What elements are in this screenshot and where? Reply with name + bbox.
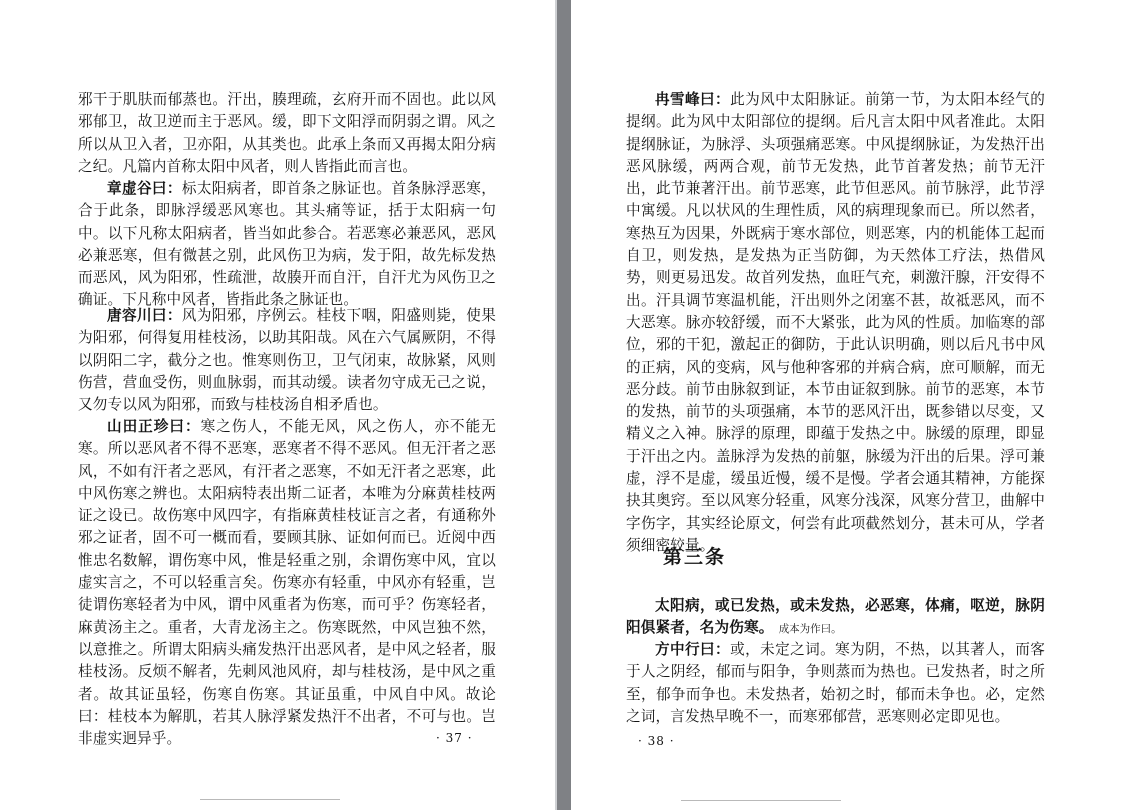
left-paragraph-4: 山田正珍曰：寒之伤人，不能无风，风之伤人，亦不能无寒。所以恶风者不得不恶寒，恶寒者不得不恶风。但无汗者之恶风，不如有汗者之恶风，有汗者之恶寒，不如无汗者之恶寒，此中风伤寒之辨也。太阳病特表出斯二证者，本唯为分麻黄桂枝两证之设已。故伤寒中风四字，有指麻黄桂枝证言之者，有通称外邪之证者，固不可一概而看，要顾其脉、证如何而已。近阅中西惟忠名数解，谓伤寒中风，惟是轻重之别，余谓伤寒中风，宜以虚实言之，不可以轻重言矣。伤寒亦有轻重，中风亦有轻重，岂徒谓伤寒轻者为中风，谓中风重者为伤寒，而可乎？伤寒轻者，麻黄汤主之。重者，大青龙汤主之。伤寒既然，中风岂独不然，以意推之。所谓太阳病头痛发热汗出恶风者，是中风之轻者，服桂枝汤。反烦不解者，先刺风池风府，却与桂枝汤，是中风之重者。故其证虽轻，伤寒自伤寒。其证虽重，中风自中风。故论曰：桂枝本为解肌，若其人脉浮紧发热汗不出者，不可与也。岂非虚实迥异乎。 <box>78 418 496 748</box>
page-number: · 37 · <box>436 731 473 745</box>
clause-text: 太阳病，或已发热，或未发热，必恶寒，体痛，呕逆，脉阴阳俱紧者，名为伤寒。 成本为作曰。 <box>626 597 1045 637</box>
right-paragraph-1: 冉雪峰曰：此为风中太阳脉证。前第一节，为太阳本经气的提纲。此为风中太阳部位的提纲。后凡言太阳中风者准此。太阳提纲脉证，为脉浮、头项强痛恶寒。中风提纲脉证，为发热汗出恶风脉缓，两两合观，前节无发热，此节首著发热；前节无汗出，此节兼著汗出。前节恶寒，此节但恶风。前节脉浮，此节浮中寓缓。凡以状风的生理性质，风的病理现象而已。所以然者，寒热互为因果，外既病于寒水部位，则恶寒，内的机能体工起而自卫，则发热，是发热为正当防御，为天然体工疗法，热借风势，则更易迅发。故首列发热，血旺气充，刺激汗腺，汗安得不出。汗具调节寒温机能，汗出则外之闭塞不甚，故祗恶风，而不大恶寒。脉亦较舒缓，而不大紧张，此为风的性质。加临寒的部位，邪的干犯，激起正的御防，于此认识明确，则以后凡书中风的正病，风的变病，风与他种客邪的并病合病，庶可顺解，而无恶分歧。前节由脉叙到证，本节由证叙到脉。前节的恶寒，本节的发热，前节的头项强痛，本节的恶风汗出，既参错以尽变，又精义之入神。脉浮的原理，即蕴于发热之中。脉缓的原理，即显于汗出之内。盖脉浮为发热的前躯，脉缓为汗出的后果。浮可兼虚，浮不是虚，缓虽近慢，缓不是慢。学者会通其精神，方能探抉其奥窍。至以风寒分轻重，风寒分浅深，风寒分营卫，曲解中字伤字，其实经论原文，何尝有此项截然划分，甚未可从，学者须细密较量。 <box>626 91 1045 554</box>
scan-artifact <box>681 800 841 801</box>
scan-artifact <box>200 799 340 800</box>
clause-note: 成本为作曰。 <box>778 623 842 636</box>
speaker-name: 方中行曰： <box>655 641 731 658</box>
page-number: · 38 · <box>638 734 675 748</box>
speaker-name: 冉雪峰曰： <box>655 91 731 108</box>
left-page <box>0 0 555 810</box>
speaker-name: 唐容川曰： <box>107 307 182 324</box>
left-paragraph-3: 唐容川曰：风为阳邪，序例云。桂枝下咽，阳盛则毙，使果为阳邪，何得复用桂枝汤，以助其阳哉。风在六气属厥阴，不得以阴阳二字，截分之也。惟寒则伤卫，卫气闭束，故脉紧，风则伤营，营血受伤，则血脉弱，而其动缓。读者勿守成无己之说，又勿专以风为阳邪，而致与桂枝汤自相矛盾也。 <box>78 307 496 414</box>
speaker-name: 章虚谷曰： <box>107 180 182 197</box>
page-gutter <box>555 0 557 810</box>
right-commentary: 方中行曰：或，未定之词。寒为阴，不热，以其著人，而客于人之阴经，郁而与阳争，争则蒸而为热也。已发热者，时之所至，郁争而争也。未发热者，始初之时，郁而未争也。必，定然之词，言发热早晚不一，而寒邪郁营，恶寒则必定即见也。 <box>626 641 1045 725</box>
left-paragraph-2: 章虚谷曰：标太阳病者，即首条之脉证也。首条脉浮恶寒，合于此条，即脉浮缓恶风寒也。其头痛等证，括于太阳病一句中。以下凡称太阳病者，皆当如此参合。若恶寒必兼恶风，恶风必兼恶寒，但有微甚之别，此风伤卫为病，发于阳，故先标发热而恶风，风为阳邪，性疏泄，故腠开而自汗，自汗尤为风伤卫之确证。下凡称中风者，皆指此条之脉证也。 <box>78 180 496 309</box>
section-heading: 第三条 <box>663 546 727 568</box>
speaker-name: 山田正珍曰： <box>107 418 201 435</box>
left-paragraph-1: 邪干于肌肤而郁蒸也。汗出，腠理疏，玄府开而不固也。此以风邪郁卫，故卫逆而主于恶风。缓，即下文阳浮而阴弱之谓。风之所以从卫入者，卫亦阳，从其类也。此承上条而又再揭太阳分病之纪。凡篇内首称太阳中风者，则人皆指此而言也。 <box>78 91 496 175</box>
right-page <box>571 0 1125 810</box>
